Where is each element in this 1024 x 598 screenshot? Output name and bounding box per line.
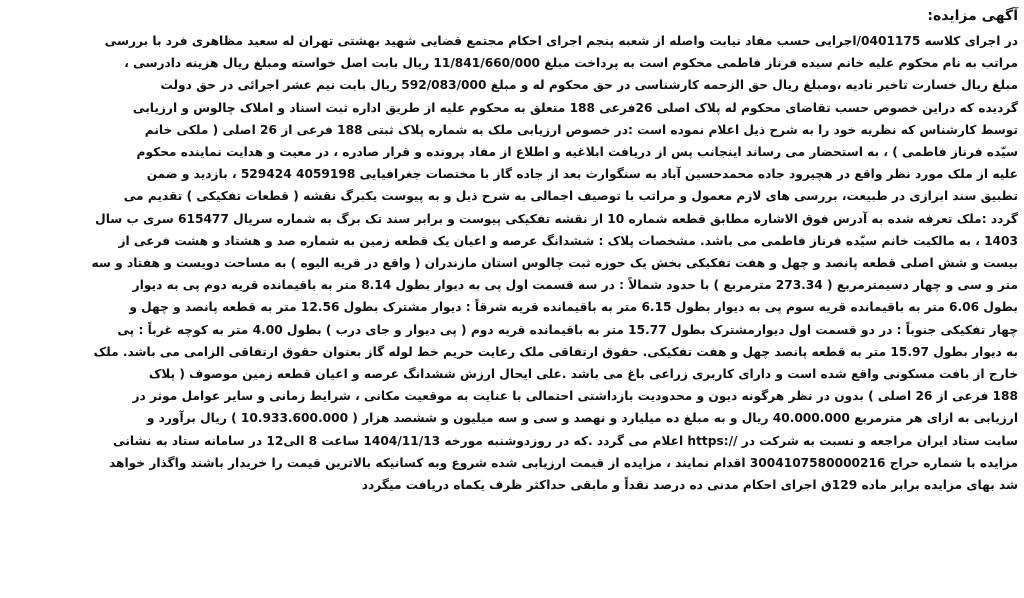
notice-body (10, 30, 1018, 496)
notice-line: در اجرای کلاسه 0401175/اجرایی حسب مفاد نیابت واصله از شعبه پنجم اجرای احکام مجتمع قضایی شهید بهشتی تهران له سعید مظاهری فرد با بررسی (104, 34, 1018, 48)
notice-line: گردیده که دراین خصوص حسب تقاضای محکوم له پلاک اصلی 26فرعی 188 متعلق به محکوم علیه از طریق اداره ثبت اسناد و املاک چالوس و ارزیابی (132, 100, 1018, 115)
notice-line: 1403 ، به مالکیت خانم سیّده فرناز فاطمی می باشد. مشخصات پلاک : ششدانگ عرصه و اعیان یک قطعه زمین به شماره صد و هشتاد و هشت فرعی از (118, 233, 1018, 248)
notice-line: مبلغ ریال خسارت تاخیر تادیه ،ومبلغ ریال حق الزحمه کارشناسی در حق محکوم له و مبلغ 592/083/000 ریال بابت نیم عشر اجرائی در حق دولت (160, 78, 1018, 93)
notice-line: چهار تفکیکی جنوباً : در دو قسمت اول دیوارمشترک بطول 15.77 متر به باقیمانده قریه دوم ( پی دیوار و جای درب ) بطول 4.00 متر به کوچه غرباً : پی (117, 322, 1018, 337)
notice-line: علیه از ملک مورد نظر واقع در هچیرود جاده محمدحسین آباد به سنگوارث بعد از جاده گاز با مختصات جغرافیایی 4059198 529424 ، بازدید و ضمن (146, 167, 1018, 182)
notice-line: تطبیق سند ابرازی در طبیعت، بررسی های لازم معمول و مراتب با توصیف اجمالی به شرح ذیل و به پیوست یکبرگ نقشه ( قطعات تفکیکی ) تقدیم می (123, 189, 1018, 204)
notice-line: بطول 6.06 متر به باقیمانده قریه سوم پی به دیوار بطول 6.15 متر به باقیمانده قریه شرقاً : دیوار مشترک بطول 12.56 متر به قطعه پانصد و چهل و (129, 300, 1018, 315)
notice-line: خارج از بافت مسکونی واقع شده است و دارای کاربری زراعی باغ می باشد .علی ایحال ارزش ششدانگ عرصه و اعیان قطعه زمین موصوف ( پلاک (148, 367, 1018, 382)
notice-line: توسط کارشناس که نظریه خود را به شرح ذیل اعلام نموده است :در خصوص ارزیابی ملک به شماره پلاک ثبتی 188 فرعی از 26 اصلی ( ملکی خانم (144, 122, 1018, 137)
notice-line: 188 فرعی از 26 اصلی ) بدون در نظر هرگونه دیون و محدودیت بازداشتی احتمالی با عنایت به موقعیت مکانی ، شرایط زمانی و سایر عوامل موثر در (132, 389, 1018, 404)
notice-line: سایت ستاد ایران مراجعه و نسبت به شرکت در //:https اعلام می گردد .که در روزدوشنبه مورخه 1404/11/13 ساعت 8 الی12 در سامانه ستاد به نشانی (113, 433, 1018, 448)
notice-line: ارزیابی به ازای هر مترمربع 40.000.000 ریال و به مبلغ ده میلیارد و نهصد و سی و سه میلیون و ششصد هزار ( 10.933.600.000 ) ریال برآورد و (146, 411, 1018, 426)
notice-line: متر و سی و چهار دسیمترمربع ( 273.34 مترمربع ) با حدود شمالاً : در سه قسمت اول پی به دیوار بطول 8.14 متر به باقیمانده قریه دوم پی به دیوار (132, 278, 1018, 293)
notice-line: به دیوار بطول 15.97 متر به قطعه پانصد چهل و هفت تفکیکی. حقوق ارتفاقی ملک رعایت حریم خط لوله گاز بعنوان حقوق ارتفاقی الزامی می باشد. ملک (93, 344, 1018, 359)
notice-line: گردد :ملک تعرفه شده به آدرس فوق الاشاره مطابق قطعه شماره 10 از نقشه تفکیکی پیوست و برابر سند تک برگ به شماره سریال 615477 سری ب سال (95, 211, 1018, 226)
notice-line: بیست و شش اصلی قطعه پانصد و چهل و هفت تفکیکی بخش یک حوزه ثبت چالوس استان مازندران ( واقع در قریه الیوه ) به مساحت دویست و هفتاد و سه (91, 256, 1018, 271)
notice-line: سیّده فرناز فاطمی ) ، به استحضار می رساند اینجانب پس از دریافت ابلاغیه و اطلاع از مفاد پرونده و قرار صادره ، در معیت و هدایت نماینده محکوم (136, 145, 1018, 160)
notice-line: مراتب به نام محکوم علیه خانم سیده فرناز فاطمی محکوم است به پرداخت مبلغ 11/841/660/000 ریال بابت اصل خواسته ومبلغ ریال هزینه دادرسی ، (124, 56, 1018, 71)
notice-line: مزایده با شماره حراج 3004107580000216 اقدام نمایند ، مزایده از قیمت ارزیابی شده شروع وبه کسانیکه بالاترین قیمت را خریدار باشند واگذار خواهد (108, 455, 1018, 470)
notice-line: شد بهای مزایده برابر ماده 129ق اجرای احکام مدنی ده درصد نقداً و مابقی حداکثر ظرف یکماه دریافت میگردد (361, 478, 1018, 493)
notice-title: آگهی مزایده: (927, 8, 1018, 24)
